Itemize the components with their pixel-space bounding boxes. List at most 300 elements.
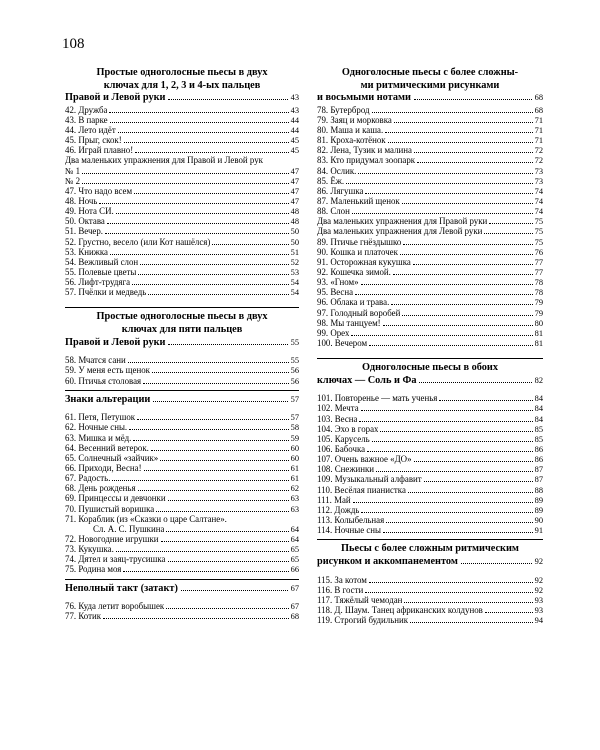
heading-line: ми ритмическими рисунками [360,79,500,91]
page-ref: 79 [534,308,543,318]
leader-dots [110,122,289,123]
entry-title: 95. Весна [317,287,354,298]
page-ref: 91 [534,526,543,536]
page-ref: 71 [534,115,543,125]
toc-entry [65,247,299,257]
entry-title: 98. Мы танцуем! [317,317,381,328]
leader-dots [116,551,289,552]
entry-title: 80. Маша и каша. [317,125,384,136]
leader-dots [355,294,533,295]
toc-entry [317,318,543,328]
page-ref: 47 [290,186,299,196]
page-ref: 74 [534,207,543,217]
entry-title: 50. Октава [65,216,105,227]
entry-title: 43. В парке [65,114,108,125]
leader-dots [168,99,287,100]
page-ref: 86 [534,455,543,465]
section-heading [65,67,299,105]
toc-entry [65,257,299,267]
section-heading [65,311,299,349]
entry-title: 107. Очень важное «ДО» [317,454,412,465]
page-ref: 47 [290,176,299,186]
leader-dots [484,233,532,234]
entry-title: 69. Принцессы и девчонки [65,493,166,504]
entry-title: Сл. А. С. Пушкина [93,523,165,534]
page-ref: 63 [290,504,299,514]
leader-dots [166,608,288,609]
heading-last-line [317,556,543,569]
toc-entry [65,206,299,216]
entry-title: 114. Ночные сны [317,525,382,536]
page-ref: 64 [290,524,299,534]
entry-title: 64. Весенний ветерок. [65,442,149,453]
leader-dots [133,440,288,441]
entry-title: 78. Бутерброд [317,104,370,115]
entry-title: 117. Тяжёлый чемодан [317,594,403,605]
leader-dots [439,400,532,401]
leader-dots [414,461,533,462]
toc-entry [317,434,543,444]
toc-entry [317,575,543,585]
toc-entry [65,483,299,493]
toc-entry [317,595,543,605]
toc-entry [65,267,299,277]
leader-dots [353,502,533,503]
entry-title: 82. Лена, Тузик и малина [317,145,412,156]
toc-entry [65,376,299,386]
toc-entry [65,365,299,375]
toc-entry [65,125,299,135]
section-heading [317,67,543,105]
leader-dots [166,531,288,532]
page-ref: 44 [290,115,299,125]
page-ref: 57 [290,413,299,423]
entry-title: 54. Вежливый слон [65,256,139,267]
leader-dots [419,382,531,383]
leader-dots [485,612,533,613]
leader-dots [132,284,289,285]
entry-title: Два маленьких упражнения для Правой руки [317,216,488,227]
toc-entry [65,277,299,287]
toc-entry [65,155,299,165]
page-ref: 57 [290,394,299,404]
entry-title: 53. Книжка [65,246,108,257]
leader-dots [134,193,289,194]
heading-text: Неполный такт (затакт) [65,582,178,594]
page-ref: 56 [290,366,299,376]
leader-dots [385,132,532,133]
entry-title: 97. Голодный воробей [317,307,401,318]
leader-dots [372,112,533,113]
leader-dots [404,602,532,603]
entry-title: 61. Петя, Петушок [65,412,136,423]
toc-entry [317,308,543,318]
leader-dots [383,325,533,326]
heading-last-line [65,337,299,350]
page-ref: 75 [534,217,543,227]
page-ref: 60 [290,453,299,463]
toc-entry [65,196,299,206]
entry-title: 52. Грустно, весело (или Кот нашёлся) [65,236,211,247]
toc-entry [317,257,543,267]
leader-dots [123,571,288,572]
toc-entry [317,267,543,277]
heading-last-line [65,394,299,407]
entry-title: 63. Мишка и мёд. [65,432,132,443]
leader-dots [380,431,532,432]
entry-title: 62. Ночные сны. [65,422,128,433]
toc-entry [65,105,299,115]
toc-entry [317,155,543,165]
toc-entry [65,433,299,443]
page-ref: 84 [534,394,543,404]
heading-text: и восьмыми нотами [317,92,411,104]
leader-dots [408,492,533,493]
page-ref: 93 [534,595,543,605]
page-ref: 82 [534,375,543,385]
entry-title: 115. За котом [317,574,367,585]
toc-entry [317,444,543,454]
section-heading [317,543,543,568]
leader-dots [376,471,533,472]
toc-entry [317,105,543,115]
toc-entry [65,226,299,236]
entry-title: 76. Куда летит воробышек [65,601,165,612]
toc-entry [317,145,543,155]
page-ref: 48 [290,207,299,217]
toc-entry [65,611,299,621]
page-ref: 65 [290,545,299,555]
page-ref: 73 [534,166,543,176]
toc-entry [317,186,543,196]
entry-title: 111. Май [317,494,351,505]
entry-title: Два маленьких упражнения для Левой руки [317,226,483,237]
toc-entry [65,463,299,473]
leader-dots [99,203,288,204]
leader-dots [138,490,289,491]
entry-title: 92. Кошечка зимой. [317,267,391,278]
leader-dots [212,244,288,245]
toc-entry [65,355,299,365]
entry-title: № 1 [65,165,81,176]
heading-last-line [317,375,543,388]
section-heading [65,394,299,407]
heading-line: ключах для пяти пальцев [121,324,243,336]
page-ref: 59 [290,433,299,443]
leader-dots [413,264,533,265]
leader-dots [393,274,533,275]
page-ref: 74 [534,186,543,196]
entry-title: 110. Весёлая пианистка [317,484,406,495]
page-ref: 71 [534,136,543,146]
page-ref: 75 [534,237,543,247]
entry-title: 85. Ёж. [317,175,345,186]
toc-entry [317,176,543,186]
toc-entry [65,422,299,432]
page-ref: 61 [290,463,299,473]
entry-title: 103. Весна [317,413,358,424]
toc-entry [65,145,299,155]
toc-entry [65,166,299,176]
entry-title: 90. Кошка и платочек [317,246,398,257]
page-ref: 80 [534,318,543,328]
toc-entry [317,216,543,226]
entry-title: 87. Маленький щенок [317,196,400,207]
leader-dots [82,183,289,184]
leader-dots [410,622,533,623]
entry-title: 100. Вечером [317,338,368,349]
leader-dots [461,563,532,564]
toc-entry [317,495,543,505]
leader-dots [140,264,288,265]
page-ref: 68 [534,105,543,115]
entry-title: 79. Заяц и морковка [317,114,392,125]
leader-dots [402,315,532,316]
entry-title: 118. Д. Шаум. Танец африканских колдунов [317,604,483,615]
entry-title: Два маленьких упражнения для Правой и Левой рук [65,155,263,166]
page-ref: 89 [534,505,543,515]
page-ref: 48 [290,217,299,227]
toc-entry [317,414,543,424]
leader-dots [112,480,288,481]
leader-dots [128,362,289,363]
page-ref: 45 [290,136,299,146]
heading-text: ключах — Соль и Фа [317,374,417,386]
leader-dots [424,481,533,482]
toc-entry [317,505,543,515]
page-ref: 94 [534,616,543,626]
entry-title: 93. «Гном» [317,277,359,288]
entry-title: 47. Что надо всем [65,185,133,196]
page-ref: 68 [290,612,299,622]
page-ref: 92 [534,556,543,566]
page-ref: 51 [290,247,299,257]
toc-entry [317,328,543,338]
leader-dots [103,618,289,619]
leader-dots [168,344,287,345]
toc-entry [65,453,299,463]
entry-title: 48. Ночь [65,196,98,207]
page-ref: 67 [290,583,299,593]
toc-entry [317,237,543,247]
leader-dots [151,450,289,451]
entry-title: 45. Прыг, скок! [65,135,122,146]
entry-title: 59. У меня есть щенок [65,365,150,376]
entry-title: 57. Пчёлки и медведь [65,287,147,298]
toc-entry [65,412,299,422]
page-ref: 68 [534,93,543,103]
toc-entry [65,115,299,125]
entry-title: 46. Играй плавно! [65,145,134,156]
leader-dots [402,203,533,204]
entry-title: 49. Нота СИ. [65,206,114,217]
page-ref: 58 [290,423,299,433]
toc-entry [317,454,543,464]
leader-dots [148,294,288,295]
entry-title: № 2 [65,175,81,186]
toc-entry [65,186,299,196]
page-ref: 74 [534,197,543,207]
page-ref: 44 [290,126,299,136]
leader-dots [346,183,533,184]
leader-dots [181,590,288,591]
heading-line: ключах для 1, 2, 3 и 4-ых пальцев [103,79,261,91]
page-ref: 55 [290,356,299,366]
page-ref: 81 [534,328,543,338]
leader-dots [365,193,532,194]
entry-title: 83. Кто придумал зоопарк [317,155,416,166]
leader-dots [417,162,533,163]
page-ref: 43 [290,93,299,103]
page-ref: 90 [534,516,543,526]
entry-title: 51. Вечер. [65,226,104,237]
leader-dots [365,592,532,593]
heading-text: Правой и Левой руки [65,336,166,348]
toc-entry [65,287,299,297]
page-ref: 81 [534,339,543,349]
heading-line: Одноголосные пьесы в обоих [362,362,498,374]
entry-title: 42. Дружба [65,104,108,115]
page-ref: 52 [290,257,299,267]
page-ref: 55 [290,337,299,347]
toc-entry [65,524,299,534]
toc-entry [317,485,543,495]
page-ref: 43 [290,105,299,115]
toc-entry [317,115,543,125]
leader-dots [369,582,533,583]
entry-title: 65. Солнечный «зайчик» [65,452,159,463]
page-ref: 72 [534,156,543,166]
toc-entry [317,585,543,595]
toc-entry [317,287,543,297]
heading-line: Простые одноголосные пьесы в двух [96,311,268,323]
page-ref: 73 [534,176,543,186]
page-ref: 61 [290,474,299,484]
page-ref: 79 [534,298,543,308]
page-ref: 45 [290,146,299,156]
entry-title: 75. Родина моя [65,564,122,575]
page-ref: 85 [534,434,543,444]
leader-dots [137,419,289,420]
page-ref: 76 [534,247,543,257]
entry-title: 113. Колыбельная [317,515,385,526]
page-ref: 60 [290,443,299,453]
toc-entry [317,226,543,236]
page-ref: 65 [290,555,299,565]
leader-dots [352,213,533,214]
page-ref: 93 [534,605,543,615]
toc-entry [317,297,543,307]
page-ref: 88 [534,485,543,495]
toc-entry [65,601,299,611]
entry-title: 105. Карусель [317,433,370,444]
entry-title: 74. Дятел и заяц-трусишка [65,554,166,565]
heading-text: рисунком и аккомпанементом [317,555,458,567]
entry-title: 91. Осторожная кукушка [317,256,411,267]
heading-last-line [65,92,299,105]
heading-line: Пьесы с более сложным ритмическим [341,543,519,555]
page-ref: 92 [534,585,543,595]
leader-dots [489,223,532,224]
page-ref: 71 [534,126,543,136]
leader-dots [138,274,288,275]
toc-entry [317,474,543,484]
entry-title: 81. Кроха-котёнок [317,135,386,146]
entry-title: 102. Мечта [317,403,359,414]
heading-line: Одноголосные пьесы с более сложны- [341,67,519,78]
page-ref: 78 [534,278,543,288]
leader-dots [403,244,532,245]
entry-title: 55. Полевые цветы [65,267,137,278]
toc-entry [317,196,543,206]
heading-text: Правой и Левой руки [65,92,166,104]
leader-dots [107,223,289,224]
toc-entry [65,504,299,514]
page-ref: 75 [534,227,543,237]
toc-entry [65,237,299,247]
toc-entry [317,338,543,348]
leader-dots [386,522,532,523]
page-ref: 77 [534,268,543,278]
toc-entry [65,216,299,226]
toc-entry [65,473,299,483]
leader-dots [116,213,289,214]
page-ref: 56 [290,376,299,386]
page-ref: 67 [290,602,299,612]
leader-dots [124,142,289,143]
toc-entry [65,544,299,554]
page-ref: 50 [290,237,299,247]
page-ref: 66 [290,565,299,575]
page-ref: 92 [534,575,543,585]
toc-left-column [65,67,299,621]
page-ref: 47 [290,197,299,207]
page-ref: 86 [534,445,543,455]
entry-title: 106. Бабочка [317,444,366,455]
toc-entry [65,564,299,574]
entry-title: 56. Лифт-трудяга [65,277,131,288]
entry-title: 68. День рожденья [65,483,136,494]
leader-dots [109,112,288,113]
toc-entry [65,176,299,186]
entry-title: 108. Снежинки [317,464,375,475]
toc-entry [317,166,543,176]
toc-entry [317,424,543,434]
entry-title: 67. Радость. [65,473,111,484]
entry-title: 84. Ослик. [317,165,357,176]
toc-entry [65,443,299,453]
leader-dots [372,441,533,442]
entry-title: 73. Кукушка. [65,544,114,555]
page-ref: 63 [290,494,299,504]
entry-title: 44. Лето идёт [65,125,116,136]
toc-entry [65,554,299,564]
page-number: 108 [62,36,85,52]
toc-entry [317,135,543,145]
toc-entry [317,605,543,615]
page-ref: 87 [534,465,543,475]
entry-title: 86. Лягушка [317,185,364,196]
toc-entry [65,135,299,145]
leader-dots [351,335,532,336]
entry-title: 99. Орех [317,327,350,338]
toc-entry [65,493,299,503]
entry-title: 104. Эхо в горах [317,423,379,434]
toc-entry [317,206,543,216]
page-ref: 50 [290,227,299,237]
leader-dots [168,500,289,501]
page-ref: 47 [290,166,299,176]
